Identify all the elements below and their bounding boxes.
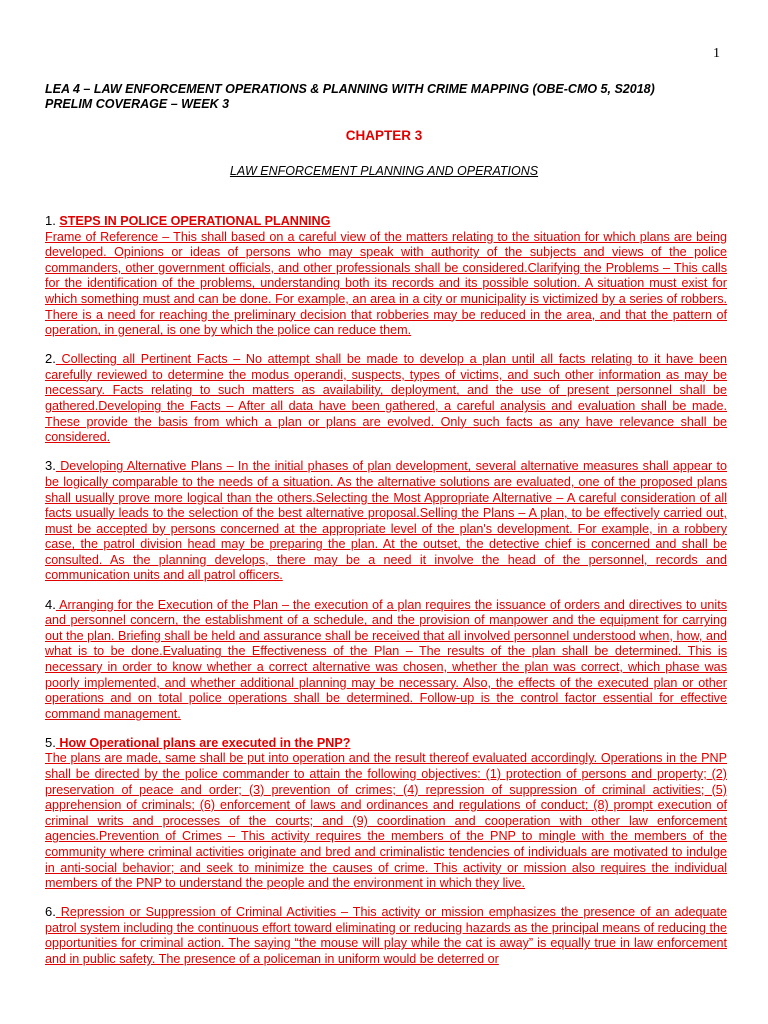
header-course-title: LEA 4 – LAW ENFORCEMENT OPERATIONS & PLANNING WITH CRIME MAPPING (OBE-CMO 5, S2018) [45, 82, 655, 96]
section-text: Developing Alternative Plans – In the initial phases of plan development, several alternative measures shall appear to be logically comparable to the needs of a situation. As the alternative solutions are evaluated, one of the proposed plans shall usually prove more logical than the others.Selecting the Most Appropriate Alternative – A careful consideration of all facts usually leads to the selection of the best alternative proposal.Selling the Plans – A plan, to be effectively carried out, must be accepted by persons concerned at the appropriate level of the plan's development. For example, in a robbery case, the patrol division head may be preparing the plan. At the outset, the detective chief is concerned and shall be consulted. As the planning develops, there may be a need it involve the head of the personnel, records and communication units and all patrol officers. [45, 459, 727, 583]
section-text: Arranging for the Execution of the Plan – the execution of a plan requires the issuance of orders and directives to units and personnel concern, the establishment of a schedule, and the provision of manpower and the equipment for carrying out the plan. Briefing shall be held and assurance shall be received that all involved personnel understood when, how, and what is to be done.Evaluating the Effectiveness of the Plan – The results of the plan shall be determined. This is necessary in order to know whether a correct alternative was chosen, whether the plan was correct, which phase was poorly implemented, and whether additional planning may be necessary. Also, the effects of the executed plan or other operations and on total police operations shall be determined. Follow-up is the control factor essential for effective command management. [45, 597, 727, 721]
section-3 [45, 458, 727, 584]
section-text: The plans are made, same shall be put into operation and the result thereof evaluated accordingly. Operations in the PNP shall be directed by the police commander to attain the following objectives: (1) protection of persons and property; (2) preservation of peace and order; (3) prevention of crimes; (4) repression of suppression of criminal activities; (5) apprehension of criminals; (6) enforcement of laws and ordinances and regulations of conduct; (8) prompt execution of criminal writs and processes of the courts; and (9) coordination and cooperation with other law enforcement agencies.Prevention of Crimes – This activity requires the members of the PNP to mingle with the members of the community where criminal activities originate and bred and criminalistic tendencies of individuals are motivated to indulge in anti-social behavior; and seek to minimize the causes of crime. This activity or mission also requires the individual members of the PNP to understand the people and the environment in which they live. [45, 751, 727, 891]
section-number: 1. [45, 213, 56, 228]
section-1 [45, 213, 727, 339]
section-number: 4. [45, 596, 56, 612]
section-heading: How Operational plans are executed in the PNP? [55, 735, 351, 750]
section-4 [45, 597, 727, 723]
document-header [45, 82, 725, 112]
section-text: Frame of Reference – This shall based on a careful view of the matters relating to the situation for which plans are being developed. Opinions or ideas of persons who may speak with authority of the subjects and views of the police commanders, other government officials, and other professionals shall be considered.Clarifying the Problems – This calls for the identification of the problems, understanding both its records and its possible solution. A situation must exist for which something must and can be done. For example, an area in a city or municipality is victimized by a series of robbers. There is a need for reaching the preliminary decision that robberies may be reduced in the area, and that the pattern of operation, in general, is one by which the police can reduce them. [45, 229, 727, 338]
chapter-subtitle: LAW ENFORCEMENT PLANNING AND OPERATIONS [229, 164, 539, 178]
header-coverage: PRELIM COVERAGE – WEEK 3 [45, 97, 230, 111]
section-number: 6. [45, 904, 56, 920]
section-6 [45, 904, 727, 967]
chapter-title: CHAPTER 3 [345, 128, 423, 143]
page-number: 1 [713, 46, 720, 61]
section-number: 5. [45, 734, 56, 750]
section-2 [45, 351, 727, 446]
content-body [45, 213, 727, 980]
section-5 [45, 735, 727, 892]
section-text: Collecting all Pertinent Facts – No attempt shall be made to develop a plan until all facts relating to it have been carefully reviewed to determine the modus operandi, suspects, types of victims, and such other information as may be necessary. Facts relating to such matters as availability, deployment, and the use of present personnel shall be gathered.Developing the Facts – After all data have been gathered, a careful analysis and evaluation shall be made. These provide the basis from which a plan or plans are evolved. Only such facts as any have relevance shall be considered. [45, 352, 727, 445]
section-heading: STEPS IN POLICE OPERATIONAL PLANNING [59, 214, 331, 228]
section-number: 2. [45, 351, 56, 367]
section-number: 3. [45, 458, 56, 474]
section-text: Repression or Suppression of Criminal Activities – This activity or mission emphasizes the presence of an adequate patrol system including the continuous effort toward eliminating or reducing hazards as the principal means of reducing the opportunities for criminal action. The saying “the mouse will play while the cat is away” is equally true in law enforcement and in public safety. The presence of a policeman in uniform would be deterred or [45, 905, 727, 967]
